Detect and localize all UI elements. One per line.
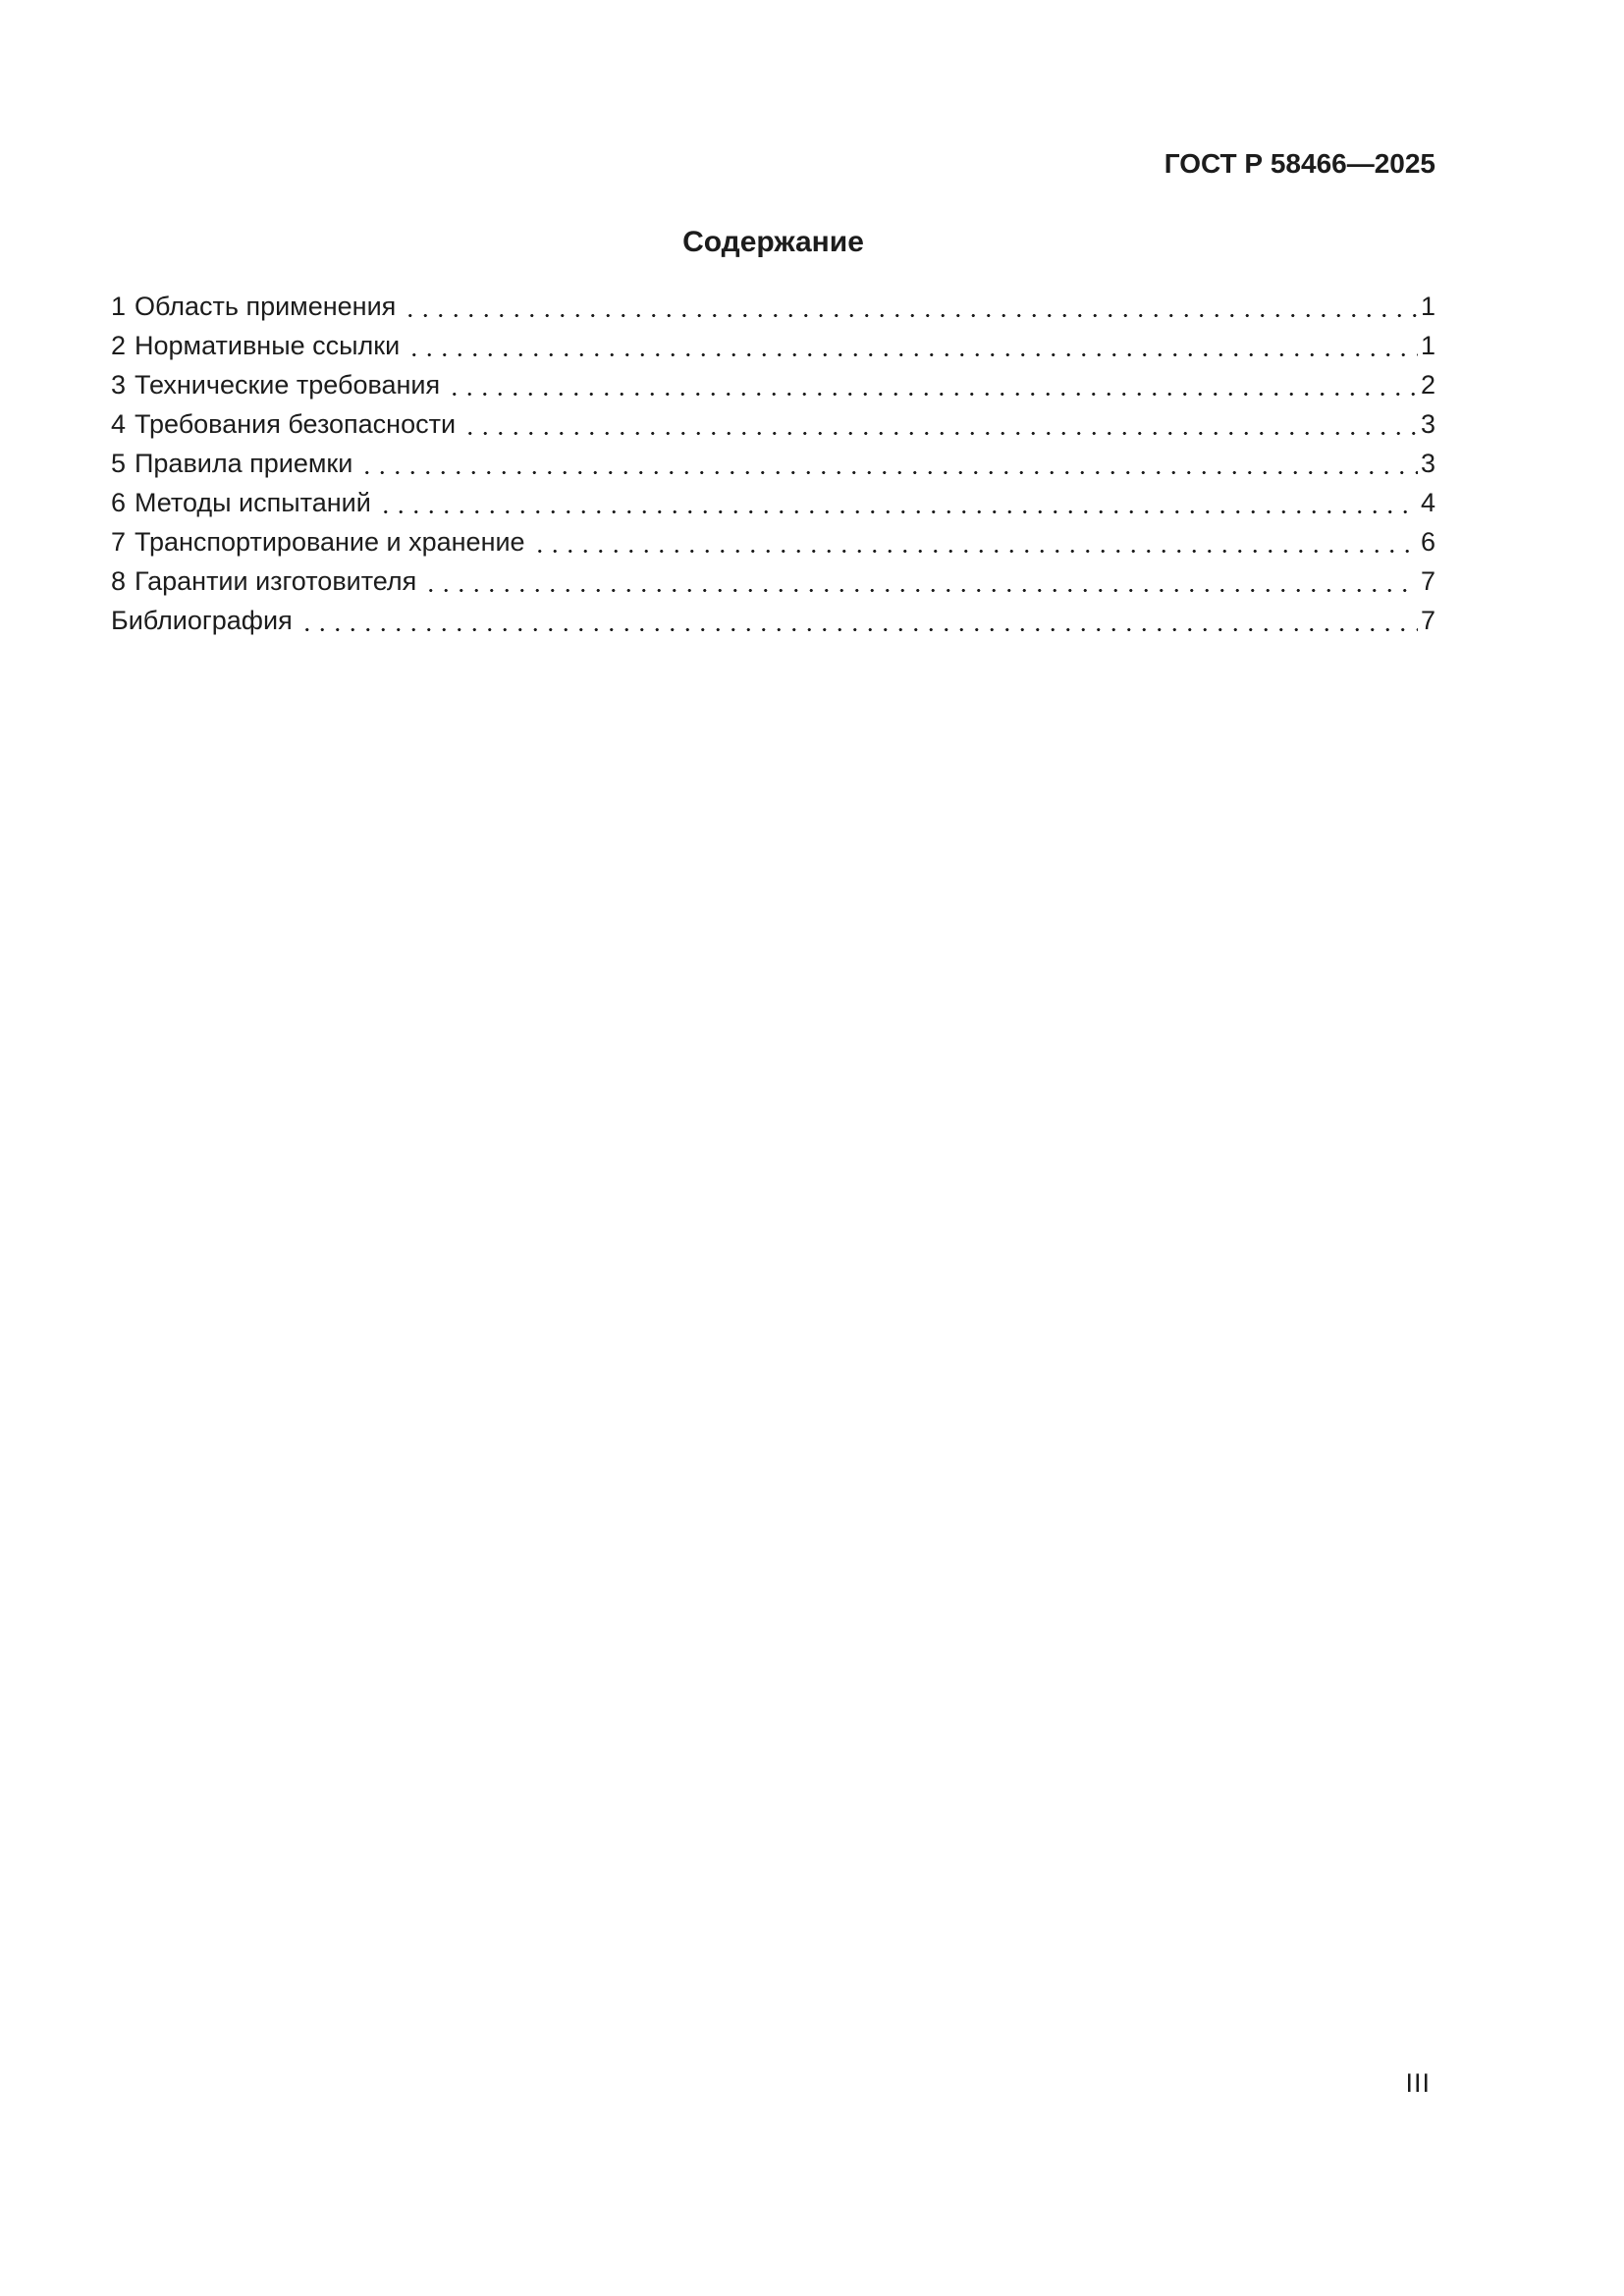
dot-leader (352, 444, 1421, 483)
toc-entry-number: 7 (111, 527, 127, 557)
page-number: III (1405, 2068, 1431, 2098)
toc-entry-page: 7 (1420, 566, 1435, 596)
toc-entry-title: Требования безопасности (135, 409, 457, 439)
toc-entry (111, 561, 1435, 601)
toc-list (111, 287, 1435, 640)
document-code: ГОСТ Р 58466—2025 (1164, 148, 1435, 179)
toc-entry-number: 6 (111, 488, 127, 517)
dot-leader (416, 561, 1421, 601)
toc-entry-number: 5 (111, 449, 127, 478)
toc-entry-title: Библиография (111, 606, 293, 635)
toc-entry-page: 4 (1420, 488, 1435, 517)
toc-entry (111, 483, 1435, 522)
toc-entry-page: 2 (1420, 370, 1435, 400)
toc-entry (111, 444, 1435, 483)
toc-entry (111, 404, 1435, 444)
dot-leader (456, 404, 1421, 444)
toc-entry-page: 1 (1420, 292, 1435, 321)
toc-entry-page: 7 (1420, 606, 1435, 635)
dot-leader (400, 326, 1421, 365)
toc-entry-number: 4 (111, 409, 127, 439)
dot-leader (396, 287, 1421, 326)
toc-entry-title: Технические требования (135, 370, 441, 400)
toc-entry-page: 1 (1420, 331, 1435, 360)
toc-entry (111, 522, 1435, 561)
toc-entry-title: Гарантии изготовителя (135, 566, 417, 596)
toc-entry (111, 601, 1435, 640)
toc-entry (111, 287, 1435, 326)
toc-entry-page: 6 (1420, 527, 1435, 557)
toc-entry-title: Методы испытаний (135, 488, 371, 517)
toc-entry (111, 365, 1435, 404)
dot-leader (440, 365, 1421, 404)
toc-entry-page: 3 (1420, 409, 1435, 439)
toc-entry (111, 326, 1435, 365)
toc-entry-number: 3 (111, 370, 127, 400)
toc-entry-page: 3 (1420, 449, 1435, 478)
toc-entry-number: 2 (111, 331, 127, 360)
toc-entry-title: Нормативные ссылки (135, 331, 401, 360)
toc-entry-title: Область применения (135, 292, 397, 321)
dot-leader (525, 522, 1421, 561)
toc-entry-title: Транспортирование и хранение (135, 527, 525, 557)
toc-entry-number: 8 (111, 566, 127, 596)
dot-leader (293, 601, 1421, 640)
dot-leader (371, 483, 1421, 522)
toc-entry-title: Правила приемки (135, 449, 353, 478)
toc-entry-number: 1 (111, 292, 127, 321)
contents-title: Содержание (682, 226, 864, 258)
